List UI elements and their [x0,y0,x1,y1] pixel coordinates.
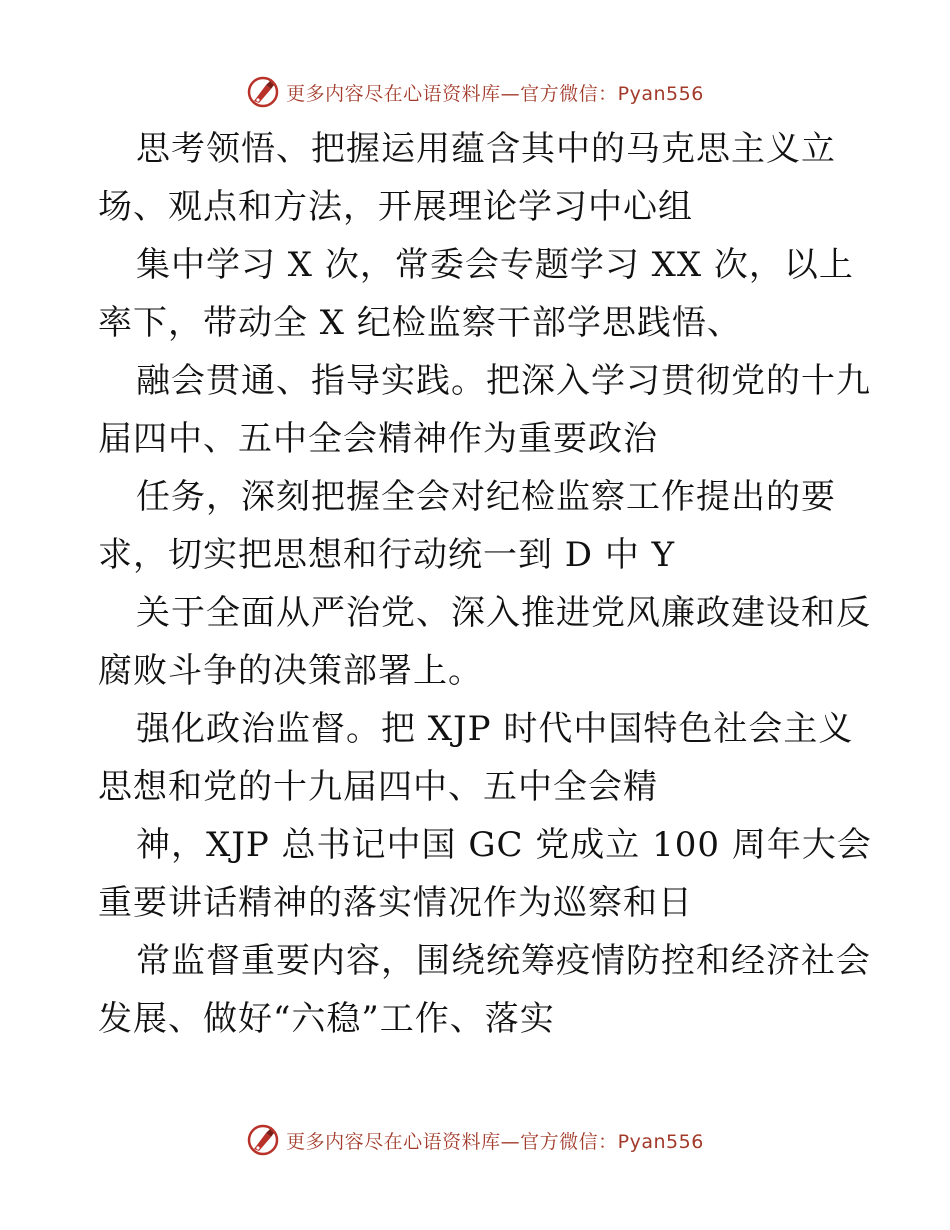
text-line: 任务，深刻把握全会对纪检监察工作提出的要 [136,477,836,517]
text-line: 重要讲话精神的落实情况作为巡察和日 [98,883,693,923]
text-line: 场、观点和方法，开展理论学习中心组 [98,187,693,227]
text-line: 腐败斗争的决策部署上。 [98,651,483,691]
text-line: 融会贯通、指导实践。把深入学习贯彻党的十九 [136,361,871,401]
text-line: 关于全面从严治党、深入推进党风廉政建设和反 [136,593,871,633]
banner-text: 更多内容尽在心语资料库—官方微信：Pyan556 [286,1130,704,1153]
text-line: 强化政治监督。把 XJP 时代中国特色社会主义 [136,709,854,749]
pen-nib-circle-icon [246,75,280,109]
footer-banner [0,1120,950,1160]
text-line: 思想和党的十九届四中、五中全会精 [98,767,658,807]
header-banner [0,72,950,112]
text-line: 常监督重要内容，围绕统筹疫情防控和经济社会 [136,941,871,981]
text-line: 届四中、五中全会精神作为重要政治 [98,419,658,459]
pen-nib-circle-icon [246,1123,280,1157]
banner-text: 更多内容尽在心语资料库—官方微信：Pyan556 [286,82,704,105]
text-line: 发展、做好“六稳”工作、落实 [98,999,555,1039]
text-line: 率下，带动全 X 纪检监察干部学思践悟、 [98,303,742,343]
text-line: 神，XJP 总书记中国 GC 党成立 100 周年大会 [136,825,872,865]
text-line: 集中学习 X 次，常委会专题学习 XX 次，以上 [136,245,854,285]
document-body [98,120,898,1048]
text-line: 求，切实把思想和行动统一到 D 中 Y [98,535,676,575]
text-line: 思考领悟、把握运用蕴含其中的马克思主义立 [136,129,836,169]
